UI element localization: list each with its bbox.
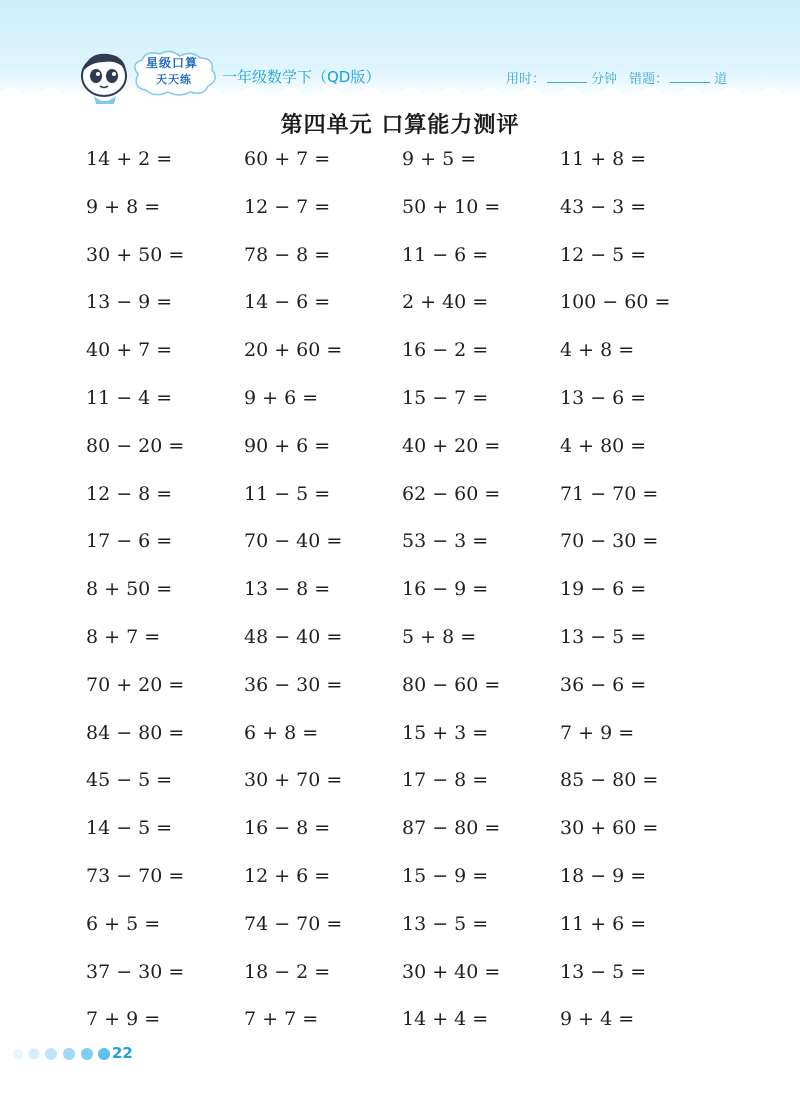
problem-item: 30 + 60 = [560,817,659,840]
problem-item: 36 − 30 = [244,673,343,696]
problem-item: 16 − 8 = [244,817,331,840]
problem-item: 12 − 5 = [560,243,647,266]
problem-item: 6 + 5 = [86,912,161,935]
problem-item: 50 + 10 = [402,195,501,218]
logo-text-line1: 星级口算 [146,56,199,70]
problem-item: 12 + 6 = [244,864,331,887]
problem-item: 16 − 9 = [402,578,489,601]
problem-item: 37 − 30 = [86,960,185,983]
problem-item: 36 − 6 = [560,673,647,696]
problem-item: 20 + 60 = [244,339,343,362]
time-label: 用时： [506,72,546,87]
problem-item: 14 − 6 = [244,291,331,314]
problem-item: 30 + 40 = [402,960,501,983]
problem-item: 70 + 20 = [86,673,185,696]
problem-item: 4 + 8 = [560,339,635,362]
problem-item: 70 − 40 = [244,530,343,553]
problem-item: 70 − 30 = [560,530,659,553]
problem-item: 18 − 2 = [244,960,331,983]
problem-item: 18 − 9 = [560,864,647,887]
page-number: 22 [112,1044,133,1062]
problem-item: 48 − 40 = [244,625,343,648]
logo-text-line2: 天天练 [156,73,192,86]
problem-item: 15 − 9 = [402,864,489,887]
problem-item: 7 + 7 = [244,1008,319,1031]
problem-item: 62 − 60 = [402,482,501,505]
problem-item: 13 − 6 = [560,386,647,409]
errors-label: 错题： [629,72,669,87]
problem-item: 85 − 80 = [560,769,659,792]
problem-item: 74 − 70 = [244,912,343,935]
problem-item: 11 + 8 = [560,148,647,170]
problem-item: 11 + 6 = [560,912,647,935]
problem-item: 13 − 8 = [244,578,331,601]
problem-item: 17 − 6 = [86,530,173,553]
problem-item: 11 − 4 = [86,386,173,409]
time-unit: 分钟 [591,72,618,87]
problem-item: 14 + 4 = [402,1008,489,1031]
problem-item: 12 − 8 = [86,482,173,505]
score-meta [506,68,727,87]
problem-item: 71 − 70 = [560,482,659,505]
problem-item: 13 − 5 = [402,912,489,935]
problem-item: 84 − 80 = [86,721,185,744]
problem-item: 19 − 6 = [560,578,647,601]
time-blank [547,70,587,83]
book-title: 一年级数学下（QD版） [222,68,381,86]
problem-item: 8 + 7 = [86,625,161,648]
problem-item: 12 − 7 = [244,195,331,218]
problem-item: 9 + 4 = [560,1008,635,1031]
problem-item: 7 + 9 = [560,721,635,744]
problem-item: 15 − 7 = [402,386,489,409]
problem-item: 78 − 8 = [244,243,331,266]
errors-unit: 道 [714,72,728,87]
problem-item: 14 − 5 = [86,817,173,840]
problem-item: 40 + 20 = [402,434,501,457]
problem-item: 11 − 5 = [244,482,331,505]
problem-item: 43 − 3 = [560,195,647,218]
problem-item: 9 + 5 = [402,148,477,170]
problem-item: 6 + 8 = [244,721,319,744]
problem-item: 16 − 2 = [402,339,489,362]
problem-item: 4 + 80 = [560,434,647,457]
problem-item: 17 − 8 = [402,769,489,792]
problem-item: 2 + 40 = [402,291,489,314]
problem-item: 13 − 5 = [560,625,647,648]
problem-item: 11 − 6 = [402,243,489,266]
page-title: 第四单元 口算能力测评 [280,113,520,138]
problem-item: 7 + 9 = [86,1008,161,1031]
problem-item: 9 + 6 = [244,386,319,409]
problem-item: 30 + 50 = [86,243,185,266]
problem-item: 80 − 60 = [402,673,501,696]
problem-item: 30 + 70 = [244,769,343,792]
problem-item: 8 + 50 = [86,578,173,601]
problem-item: 80 − 20 = [86,434,185,457]
footer-dots [12,1046,112,1062]
problem-item: 5 + 8 = [402,625,477,648]
problem-item: 60 + 7 = [244,148,331,170]
problem-item: 100 − 60 = [560,291,671,314]
problem-item: 13 − 5 = [560,960,647,983]
problem-item: 53 − 3 = [402,530,489,553]
problem-item: 90 + 6 = [244,434,331,457]
problem-item: 15 + 3 = [402,721,489,744]
problem-item: 73 − 70 = [86,864,185,887]
problem-grid [86,146,766,1054]
problem-item: 87 − 80 = [402,817,501,840]
problem-item: 40 + 7 = [86,339,173,362]
problem-item: 13 − 9 = [86,291,173,314]
problem-item: 45 − 5 = [86,769,173,792]
problem-item: 14 + 2 = [86,148,173,170]
errors-blank [670,70,710,83]
problem-item: 9 + 8 = [86,195,161,218]
